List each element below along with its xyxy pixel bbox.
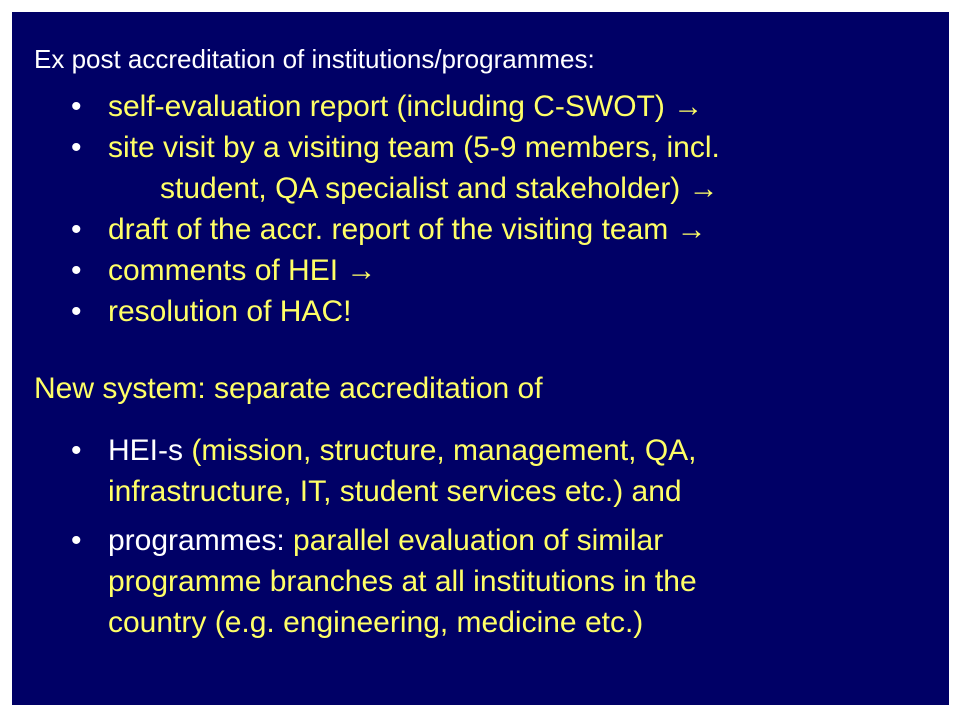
list-item-text: site visit by a visiting team (5-9 members, incl. (108, 131, 720, 164)
list-item-text: infrastructure, IT, student services etc.) and (108, 475, 682, 508)
list-item-text: draft of the accr. report of the visiting team → (108, 213, 707, 246)
accreditation-steps-list (12, 86, 720, 332)
list-item-text: (mission, structure, management, QA, (183, 434, 697, 467)
bullet-icon: • (71, 295, 82, 328)
new-system-list (12, 430, 697, 651)
list-item-text: country (e.g. engineering, medicine etc.) (108, 606, 644, 639)
list-item-term: programmes: (108, 524, 285, 557)
bullet-icon: • (71, 213, 82, 246)
bullet-icon: • (71, 131, 82, 164)
list-item-continuation: student, QA specialist and stakeholder) → (160, 172, 719, 205)
list-item-term: HEI-s (108, 434, 183, 467)
list-item (12, 430, 697, 512)
list-item-text: resolution of HAC! (108, 295, 352, 328)
slide (12, 12, 949, 705)
list-item (12, 520, 697, 643)
heading-new-system: New system: separate accreditation of (34, 372, 543, 405)
list-item (12, 250, 720, 291)
list-item (12, 86, 720, 127)
list-item-text: comments of HEI → (108, 254, 377, 287)
list-item-text: programme branches at all institutions in the (108, 565, 697, 598)
list-item (12, 209, 720, 250)
bullet-icon: • (71, 254, 82, 287)
bullet-icon: • (71, 90, 82, 123)
list-item-text: parallel evaluation of similar (284, 524, 664, 557)
bullet-icon: • (71, 434, 82, 467)
bullet-icon: • (71, 524, 82, 557)
list-item (12, 291, 720, 332)
list-item (12, 127, 720, 209)
list-item-text: self-evaluation report (including C-SWOT) → (108, 90, 704, 123)
heading-ex-post-accreditation: Ex post accreditation of institutions/programmes: (34, 44, 595, 74)
